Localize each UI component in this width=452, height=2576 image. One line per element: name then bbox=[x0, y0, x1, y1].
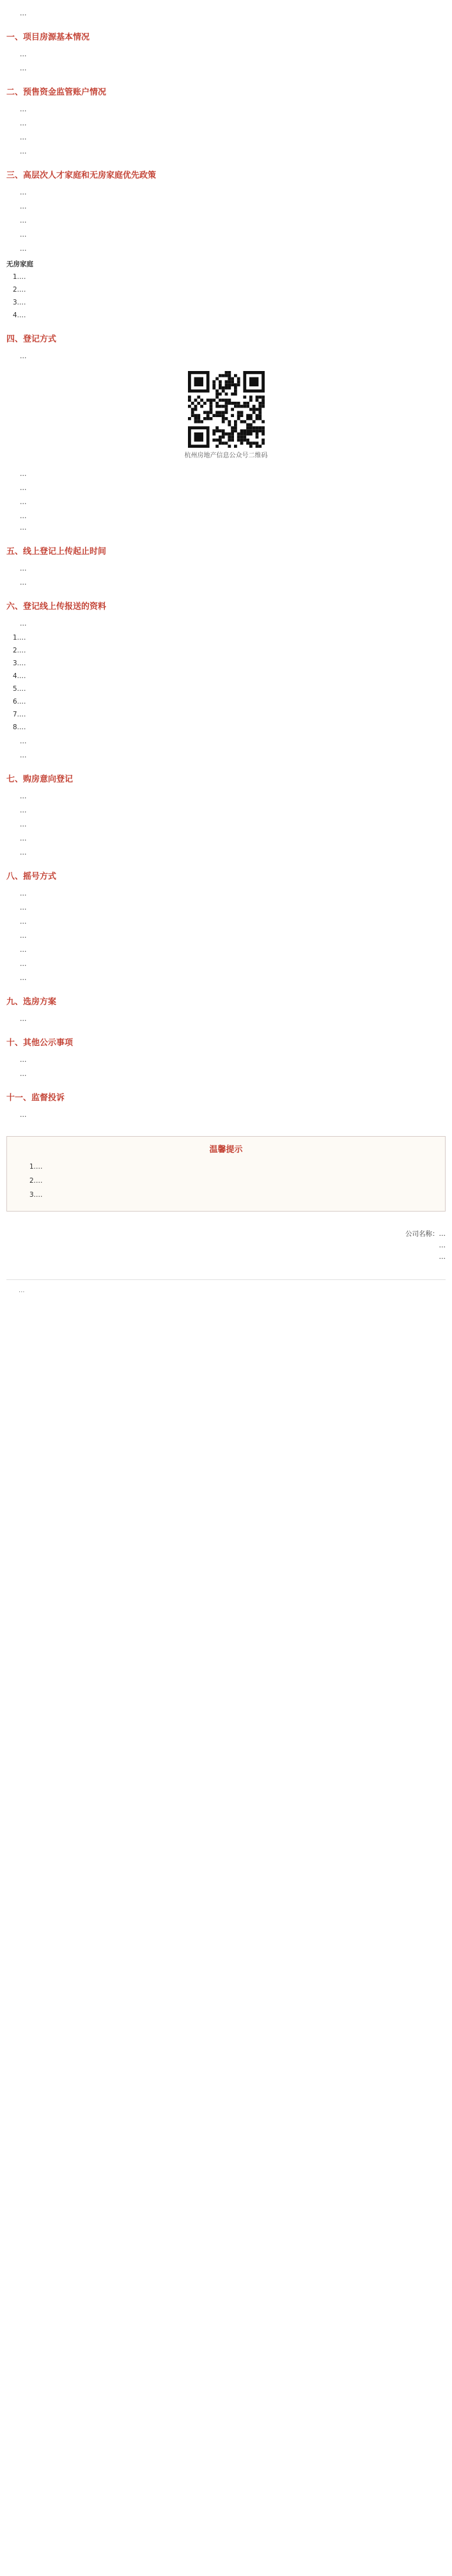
section-paragraph: … bbox=[20, 106, 27, 113]
section-11 bbox=[6, 1091, 446, 1121]
section-5 bbox=[6, 545, 446, 589]
tips-title: 温馨提示 bbox=[209, 1145, 243, 1155]
section-paragraph: … bbox=[20, 203, 27, 210]
section-title: 五、线上登记上传起止时间 bbox=[6, 547, 107, 557]
list-item: 1.… bbox=[13, 273, 26, 281]
list-item: 6.… bbox=[13, 698, 26, 706]
list-item: 2.… bbox=[13, 647, 26, 654]
qr-caption: 杭州房地产信息公众号二维码 bbox=[184, 452, 268, 459]
section-title: 四、登记方式 bbox=[6, 335, 57, 344]
qr-block bbox=[6, 371, 446, 462]
section-paragraph: … bbox=[20, 821, 27, 828]
section-title: 九、选房方案 bbox=[6, 997, 57, 1007]
section-subtitle: 无房家庭 bbox=[6, 260, 33, 268]
tips-list bbox=[16, 1161, 436, 1201]
section-title: 八、摇号方式 bbox=[6, 872, 57, 881]
section-paragraph: … bbox=[20, 1111, 27, 1119]
section-paragraph: … bbox=[20, 148, 27, 155]
signature-block bbox=[6, 1228, 446, 1263]
list-item: 1.… bbox=[13, 634, 26, 642]
section-paragraph: … bbox=[20, 134, 27, 141]
section-paragraph: … bbox=[20, 498, 27, 506]
section-paragraph: … bbox=[20, 1070, 27, 1078]
section-paragraph: … bbox=[20, 189, 27, 196]
section-3 bbox=[6, 169, 446, 321]
section-paragraph: … bbox=[20, 352, 27, 360]
section-paragraph: … bbox=[20, 890, 27, 897]
sign-date: … bbox=[439, 1253, 446, 1261]
section-paragraph: … bbox=[20, 484, 27, 492]
section-paragraph: … bbox=[20, 65, 27, 72]
section-paragraph: … bbox=[20, 470, 27, 478]
section-paragraph: … bbox=[20, 620, 27, 628]
qr-code-icon bbox=[188, 371, 265, 448]
section-4 bbox=[6, 333, 446, 533]
section-10 bbox=[6, 1036, 446, 1080]
section-paragraph: … bbox=[20, 752, 27, 759]
list-item: 2.… bbox=[13, 286, 26, 294]
section-paragraph: … bbox=[20, 565, 27, 573]
contact-line: … bbox=[20, 512, 27, 520]
section-title: 一、项目房源基本情况 bbox=[6, 33, 90, 42]
list-item: 8.… bbox=[13, 723, 26, 731]
list-item: 3.… bbox=[13, 660, 26, 667]
list-item: 4.… bbox=[13, 312, 26, 319]
section-7 bbox=[6, 773, 446, 858]
section-2 bbox=[6, 86, 446, 157]
tip-item: 3.… bbox=[29, 1191, 43, 1199]
section-8 bbox=[6, 870, 446, 984]
section-paragraph: … bbox=[20, 807, 27, 814]
section-paragraph: … bbox=[20, 1056, 27, 1064]
section-paragraph: … bbox=[20, 932, 27, 940]
section-title: 三、高层次人才家庭和无房家庭优先政策 bbox=[6, 171, 157, 180]
section-6 bbox=[6, 600, 446, 761]
tip-item: 1.… bbox=[29, 1163, 43, 1171]
tips-box bbox=[6, 1136, 446, 1212]
tip-item: 2.… bbox=[29, 1177, 43, 1185]
section-title: 十一、监督投诉 bbox=[6, 1093, 65, 1103]
company-phone: … bbox=[439, 1242, 446, 1249]
list-item: 3.… bbox=[13, 299, 26, 306]
section-paragraph: … bbox=[20, 217, 27, 225]
section-title: 六、登记线上传报送的资料 bbox=[6, 602, 107, 612]
section-paragraph: … bbox=[20, 904, 27, 912]
intro-paragraph: … bbox=[20, 10, 27, 17]
section-title: 二、预售资金监管账户情况 bbox=[6, 88, 107, 97]
section-paragraph: … bbox=[20, 793, 27, 800]
section-paragraph: … bbox=[20, 51, 27, 58]
contact-line: … bbox=[20, 524, 27, 532]
section-paragraph: … bbox=[20, 245, 27, 253]
list-item: 5.… bbox=[13, 685, 26, 693]
section-paragraph: … bbox=[20, 579, 27, 587]
section-paragraph: … bbox=[20, 960, 27, 968]
sections-container bbox=[6, 31, 446, 1121]
section-title: 七、购房意向登记 bbox=[6, 775, 74, 784]
section-paragraph: … bbox=[20, 946, 27, 954]
section-1 bbox=[6, 31, 446, 74]
list-item: 4.… bbox=[13, 672, 26, 680]
footer-note: … bbox=[6, 1279, 446, 1297]
section-title: 十、其他公示事项 bbox=[6, 1038, 74, 1048]
section-paragraph: … bbox=[20, 918, 27, 926]
section-paragraph: … bbox=[20, 231, 27, 239]
list-item: 7.… bbox=[13, 711, 26, 718]
section-paragraph: … bbox=[20, 120, 27, 127]
section-paragraph: … bbox=[20, 974, 27, 982]
section-paragraph: … bbox=[20, 1015, 27, 1023]
section-paragraph: … bbox=[20, 835, 27, 842]
section-paragraph: … bbox=[20, 849, 27, 857]
section-9 bbox=[6, 995, 446, 1025]
company-name: 公司名称：… bbox=[405, 1230, 446, 1238]
section-paragraph: … bbox=[20, 738, 27, 745]
